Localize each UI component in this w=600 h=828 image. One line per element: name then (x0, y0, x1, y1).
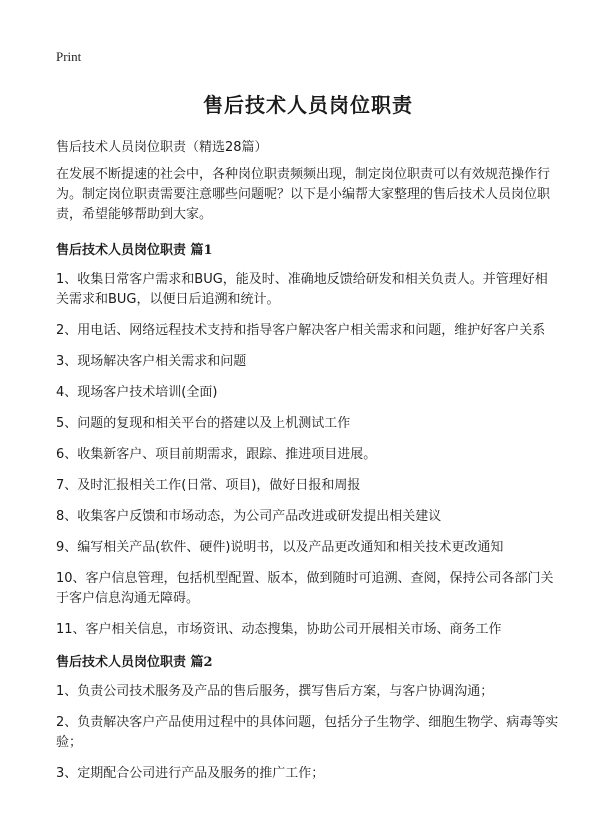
intro-paragraph: 在发展不断提速的社会中，各种岗位职责频频出现，制定岗位职责可以有效规范操作行为。制定岗位职责需要注意哪些问题呢？以下是小编帮大家整理的售后技术人员岗位职责，希望能够帮助到大家。 (56, 167, 551, 222)
list-item: 3、现场解决客户相关需求和问题 (56, 354, 247, 369)
list-item: 8、收集客户反馈和市场动态，为公司产品改进或研发提出相关建议 (56, 509, 442, 524)
list-item: 1、负责公司技术服务及产品的售后服务，撰写售后方案，与客户协调沟通； (56, 684, 494, 699)
list-item: 6、收集新客户、项目前期需求，跟踪、推进项目进展。 (56, 447, 377, 462)
list-item: 10、客户信息管理，包括机型配置、版本，做到随时可追溯、查阅，保持公司各部门关于客户信息沟通无障碍。 (56, 571, 554, 606)
print-link[interactable]: Print (56, 49, 82, 64)
list-item: 7、及时汇报相关工作(日常、项目)，做好日报和周报 (56, 478, 361, 493)
list-item: 2、用电话、网络远程技术支持和指导客户解决客户相关需求和问题，维护好客户关系 (56, 323, 546, 338)
list-item: 2、负责解决客户产品使用过程中的具体问题，包括分子生物学、细胞生物学、病毒等实验； (56, 715, 559, 750)
section-heading: 售后技术人员岗位职责 篇1 (56, 243, 213, 258)
list-item: 1、收集日常客户需求和BUG，能及时、准确地反馈给研发和相关负责人。并管理好相关需求和BUG，以便日后追溯和统计。 (56, 272, 548, 307)
list-item: 11、客户相关信息，市场资讯、动态搜集，协助公司开展相关市场、商务工作 (56, 622, 502, 637)
document-subtitle: 售后技术人员岗位职责（精选28篇） (56, 140, 268, 155)
list-item: 5、问题的复现和相关平台的搭建以及上机测试工作 (56, 416, 351, 431)
list-item: 3、定期配合公司进行产品及服务的推广工作； (56, 766, 325, 781)
page-title: 售后技术人员岗位职责 (203, 93, 413, 117)
list-item: 4、现场客户技术培训(全面) (56, 385, 218, 400)
section-heading: 售后技术人员岗位职责 篇2 (56, 655, 213, 670)
list-item: 9、编写相关产品(软件、硬件)说明书，以及产品更改通知和相关技术更改通知 (56, 540, 504, 555)
